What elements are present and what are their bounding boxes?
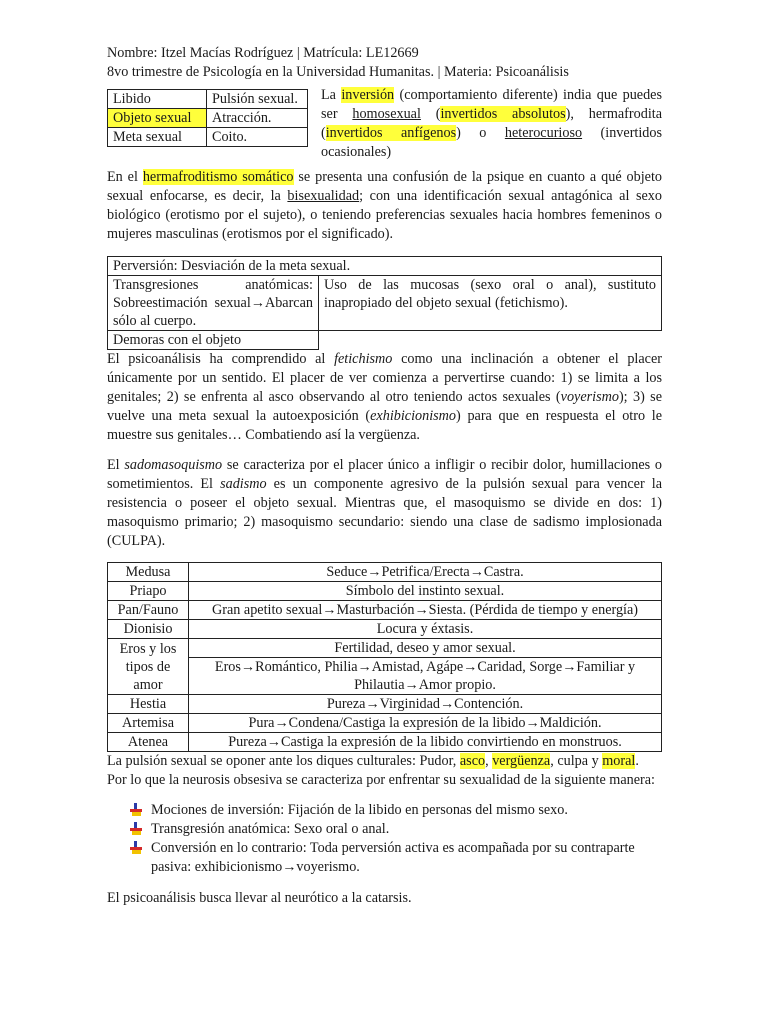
myth-desc-cell: Fertilidad, deseo y amor sexual. <box>189 639 662 658</box>
myth-name-cell: Dionisio <box>108 620 189 639</box>
table-cell: Transgresiones anatómicas: Sobreestimación sexual→Abarcan sólo al cuerpo. <box>108 276 319 331</box>
myth-desc-cell: Seduce→Petrifica/Erecta→Castra. <box>189 563 662 582</box>
list-item-text: Transgresión anatómica: Sexo oral o anal. <box>151 821 390 837</box>
myth-name-cell: Atenea <box>108 733 189 752</box>
table-row <box>108 620 662 639</box>
list-item-text: Mociones de inversión: Fijación de la libido en personas del mismo sexo. <box>151 802 568 818</box>
myth-name-cell: Pan/Fauno <box>108 601 189 620</box>
myth-desc-cell: Pureza→Castiga la expresión de la libido convirtiendo en monstruos. <box>189 733 662 752</box>
table-row <box>108 90 308 109</box>
myth-name-cell: Eros y los tipos de amor <box>108 639 189 695</box>
myth-name-cell: Medusa <box>108 563 189 582</box>
myth-desc-cell: Pureza→Virginidad→Contención. <box>189 695 662 714</box>
table-cell: Libido <box>108 90 207 109</box>
table-row <box>108 128 308 147</box>
top-block <box>107 86 662 158</box>
document-page <box>107 44 662 908</box>
inversion-paragraph: La inversión (comportamiento diferente) india que puedes ser homosexual (invertidos absolutos), hermafrodita (invertidos anfígenos) o heterocurioso (invertidos ocasionales) <box>321 87 663 160</box>
table-cell: Coito. <box>207 128 308 147</box>
myth-name-cell: Hestia <box>108 695 189 714</box>
myth-name-cell: Artemisa <box>108 714 189 733</box>
myth-desc-cell: Locura y éxtasis. <box>189 620 662 639</box>
table-header-cell: Perversión: Desviación de la meta sexual. <box>108 257 662 276</box>
table-row <box>108 658 662 695</box>
table-row <box>108 563 662 582</box>
table-row <box>108 695 662 714</box>
hand-pointer-icon <box>129 822 143 836</box>
sadomasoquismo-paragraph: El sadomasoquismo se caracteriza por el placer único a infligir o recibir dolor, humillaciones o sometimientos. El sadismo es un componente agresivo de la pulsión sexual para vencer la resistencia o poseer el objeto sexual. Mientras que, el masoquismo se divide en dos: 1) masoquismo primario; 2) masoquismo secundario: siendo una clase de sadismo implosionada (CULPA). <box>107 457 662 549</box>
list-item <box>129 801 662 820</box>
fetichismo-paragraph: El psicoanálisis ha comprendido al fetichismo como una inclinación a obtener el placer únicamente por un sentido. El placer de ver comienza a pervertirse cuando: 1) se limita a los genitales; 2) se enfrenta al asco observando al otro teniendo actos sexuales (voyerismo); 3) se vuelve una meta sexual la autoexposición (exhibicionismo) para que en respuesta el otro le muestre sus genitales… Combatiendo así la vergüenza. <box>107 351 662 443</box>
table-cell: Pulsión sexual. <box>207 90 308 109</box>
diques-paragraph: La pulsión sexual se oponer ante los diques culturales: Pudor, asco, vergüenza, culpa y moral. <box>107 753 639 769</box>
table-cell: Uso de las mucosas (sexo oral o anal), sustituto inapropiado del objeto sexual (fetichismo). <box>319 276 662 331</box>
table-row <box>108 639 662 658</box>
hermafroditismo-paragraph: En el hermafroditismo somático se presenta una confusión de la psique en cuanto a qué objeto sexual enfocarse, es decir, la bisexualidad; con una identificación sexual antagónica al sexo biológico (erotismo por el sujeto), o teniendo preferencias sexuales hacia hombres femeninos o mujeres masculinas (erotismos por el significado). <box>107 169 662 242</box>
table-cell: Atracción. <box>207 109 308 128</box>
perversion-table <box>107 256 662 350</box>
libido-table <box>107 89 308 147</box>
table-row <box>108 733 662 752</box>
table-row <box>108 331 662 350</box>
table-cell-highlighted: Objeto sexual <box>108 109 207 128</box>
myth-desc-cell: Eros→Romántico, Philia→Amistad, Agápe→Caridad, Sorge→Familiar y Philautia→Amor propio. <box>189 658 662 695</box>
hand-pointer-icon <box>129 841 143 855</box>
table-cell: Demoras con el objeto <box>108 331 319 350</box>
table-cell: Meta sexual <box>108 128 207 147</box>
header-line-2: 8vo trimestre de Psicología en la Universidad Humanitas. | Materia: Psicoanálisis <box>107 64 569 80</box>
list-item <box>129 839 662 877</box>
neurosis-paragraph: Por lo que la neurosis obsesiva se caracteriza por enfrentar su sexualidad de la siguiente manera: <box>107 772 655 788</box>
table-row <box>108 582 662 601</box>
list-item-text: Conversión en lo contrario: Toda perversión activa es acompañada por su contraparte pasiva: exhibicionismo→voyerismo. <box>151 840 635 875</box>
myth-desc-cell: Gran apetito sexual→Masturbación→Siesta. (Pérdida de tiempo y energía) <box>189 601 662 620</box>
table-row <box>108 601 662 620</box>
bullet-list <box>129 801 662 877</box>
hand-pointer-icon <box>129 803 143 817</box>
table-row <box>108 257 662 276</box>
table-row <box>108 109 308 128</box>
closing-paragraph: El psicoanálisis busca llevar al neurótico a la catarsis. <box>107 890 412 906</box>
table-row <box>108 276 662 331</box>
header-line-1: Nombre: Itzel Macías Rodríguez | Matrícula: LE12669 <box>107 45 419 61</box>
list-item <box>129 820 662 839</box>
myth-desc-cell: Pura→Condena/Castiga la expresión de la libido→Maldición. <box>189 714 662 733</box>
myth-name-cell: Priapo <box>108 582 189 601</box>
myth-desc-cell: Símbolo del instinto sexual. <box>189 582 662 601</box>
myth-table <box>107 562 662 752</box>
table-row <box>108 714 662 733</box>
